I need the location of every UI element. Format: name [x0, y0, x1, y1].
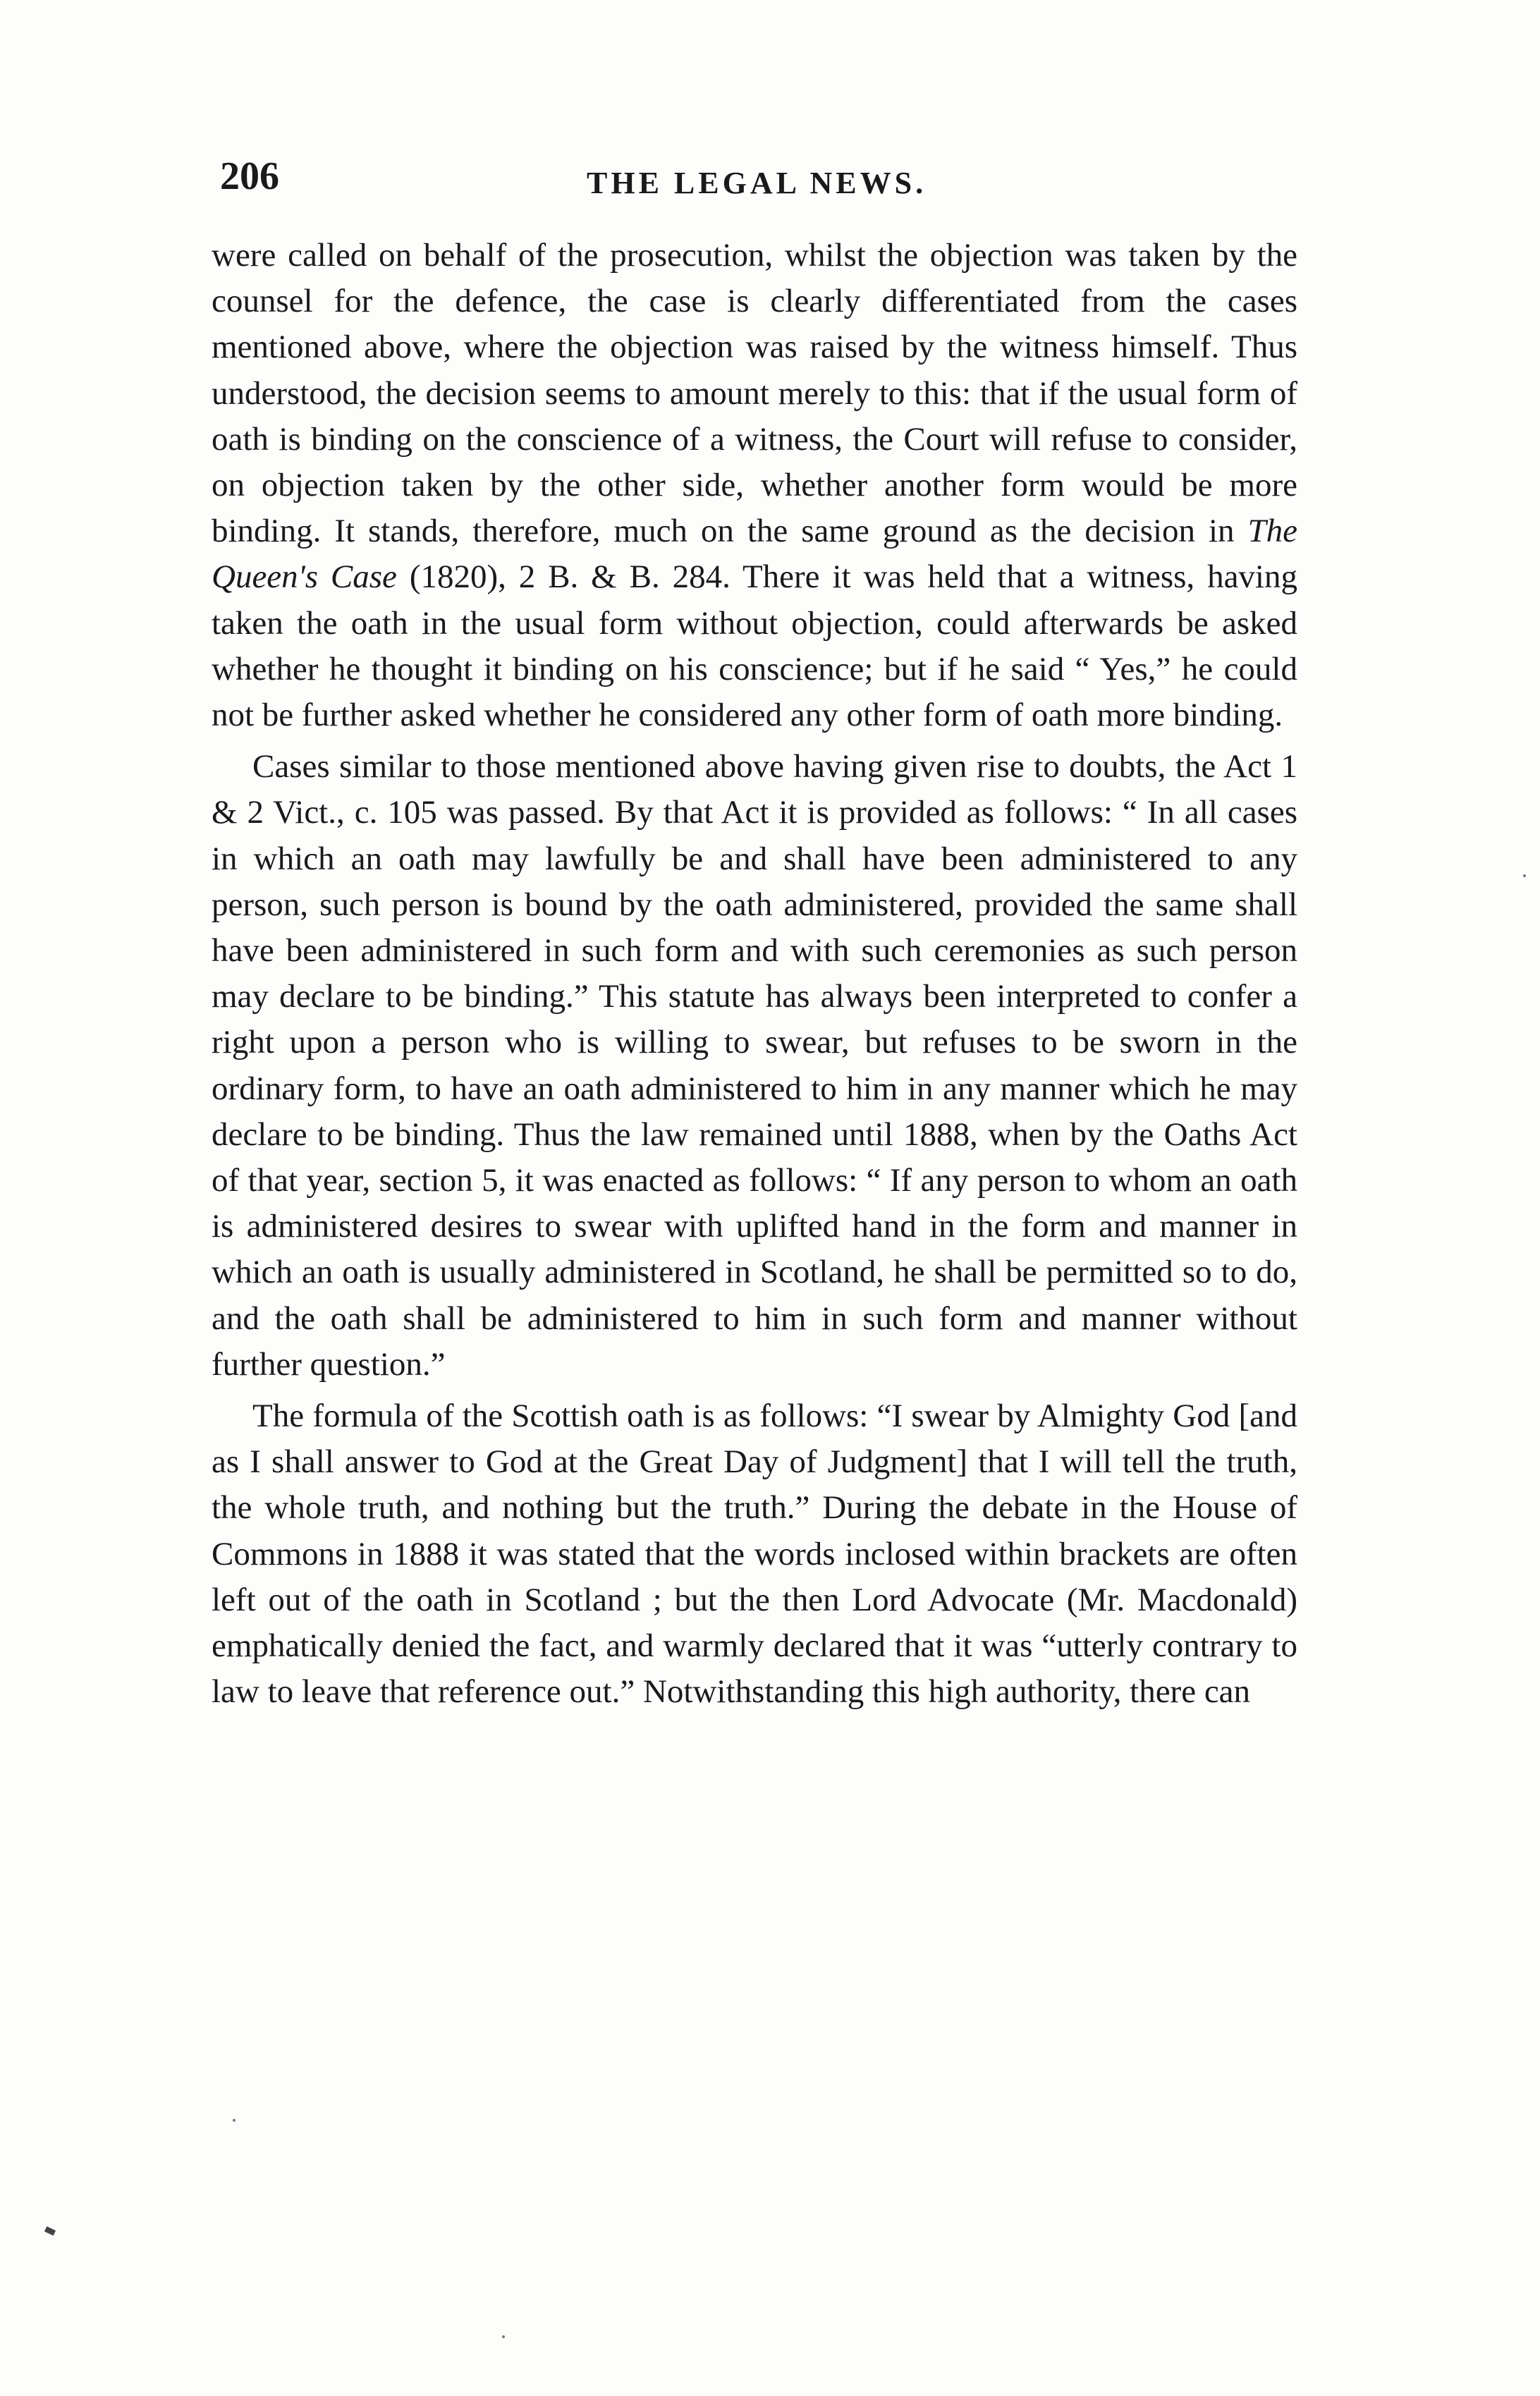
- paragraph-3: The formula of the Scottish oath is as follows: “I swear by Almighty God [and as I shall answer to God at the Great Day of Judgment] that I will tell the truth, the whole truth, and nothing but the truth.” During the debate in the House of Commons in 1888 it was stated that the words inclosed within brackets are often left out of the oath in Scotland ; but the then Lord Advocate (Mr. Macdonald) emphatically denied the fact, and warmly declared that it was “utterly contrary to law to leave that reference out.” Notwithstanding this high authority, there can: [212, 1398, 1297, 1711]
- journal-title: THE LEGAL NEWS.: [587, 166, 927, 200]
- running-head: [220, 148, 1299, 204]
- speck: [1523, 874, 1526, 877]
- paragraph-1-text-a: were called on behalf of the prosecution, whilst the objection was taken by the counsel for the defence, the case is clearly differentiated from the cases mentioned above, where the objection was raised by the witness himself. Thus understood, the decision seems to amount merely to this: that if the usual form of oath is binding on the conscience of a witness, the Court will refuse to consider, on objection taken by the other side, whether another form would be more binding. It stands, therefore, much on the same ground as the decision in: [212, 237, 1297, 550]
- case-name: The Queen's Case: [212, 513, 1297, 596]
- paragraph-1: [212, 233, 1297, 738]
- article-body: [212, 233, 1297, 1716]
- page-number: 206: [220, 154, 279, 198]
- speck: [502, 2335, 505, 2338]
- paragraph-2: Cases similar to those mentioned above having given rise to doubts, the Act 1 & 2 Vict., c. 105 was passed. By that Act it is provided as follows: “ In all cases in which an oath may lawfully be and shall have been administered to any person, such person is bound by the oath administered, provided the same shall have been administered in such form and with such ceremonies as such person may declare to be binding.” This statute has always been interpreted to confer a right upon a person who is willing to swear, but refuses to be sworn in the ordinary form, to have an oath administered to him in any manner which he may declare to be binding. Thus the law remained until 1888, when by the Oaths Act of that year, section 5, it was enacted as follows: “ If any person to whom an oath is administered desires to swear with uplifted hand in the form and manner in which an oath is usually administered in Scotland, he shall be permitted so to do, and the oath shall be administered to him in such form and manner without further question.”: [212, 748, 1297, 1383]
- paragraph-1-text-b: (1820), 2 B. & B. 284. There it was held that a witness, having taken the oath in the usual form without objection, could afterwards be asked whether he thought it binding on his conscience; but if he said “ Yes,” he could not be further asked whether he considered any other form of oath more binding.: [212, 558, 1297, 734]
- speck: [233, 2119, 236, 2122]
- ink-mark: [44, 2226, 56, 2235]
